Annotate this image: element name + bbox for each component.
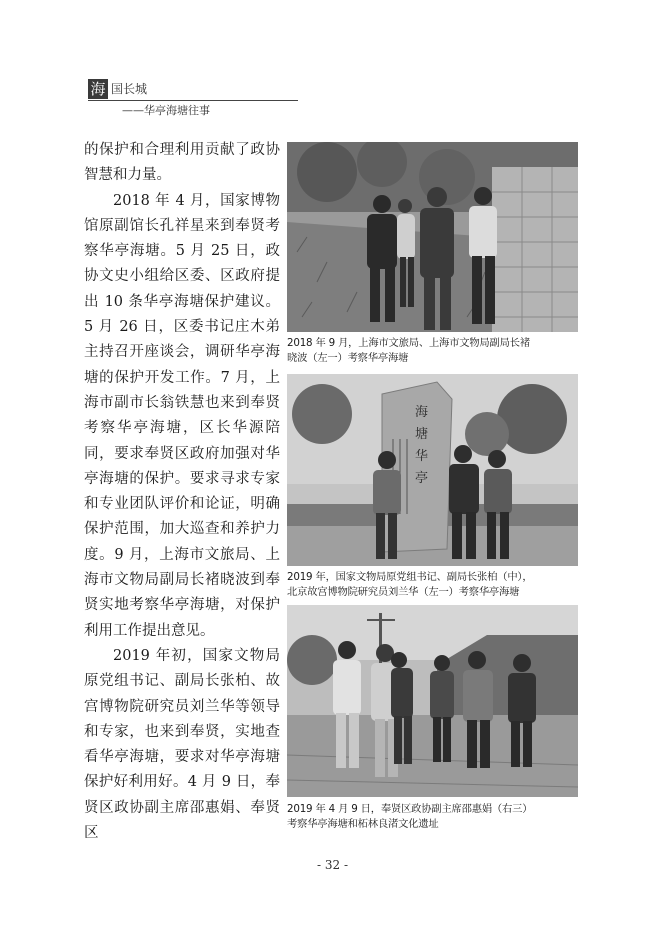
photo-2-caption: [287, 570, 583, 600]
body-text: [84, 138, 280, 846]
monument-char: 华: [415, 449, 429, 464]
header-subtitle: ——华亭海塘往事: [122, 104, 210, 117]
caption-line: 北京故宫博物院研究员刘兰华（左一）考察华亭海塘: [287, 586, 520, 598]
monument-char: 亭: [415, 471, 429, 486]
header-divider: [88, 100, 298, 101]
header-logo: 海: [88, 79, 108, 99]
caption-line: 考察华亭海塘和柘林良渚文化遗址: [287, 818, 439, 830]
photo-2: [287, 374, 578, 566]
monument-char: 海: [415, 405, 429, 420]
monument-char: 塘: [415, 427, 429, 442]
photo-1: [287, 142, 578, 332]
paragraph: 的保护和合理利用贡献了政协智慧和力量。: [84, 142, 280, 184]
header-title: 国长城: [111, 82, 148, 96]
page-number: - 32 -: [316, 858, 348, 872]
paragraph: 2019 年初，国家文物局原党组书记、副局长张柏、故宫博物院研究员刘兰华等领导和专家，也来到奉贤，实地查看华亭海塘，要求对华亭海塘保护好利用好。4 月 9 日，奉贤区政协副主席邵惠娟、奉贤区: [84, 647, 280, 842]
caption-line: 2018 年 9 月，上海市文旅局、上海市文物局副局长褚: [287, 337, 530, 349]
photo-3-caption: [287, 802, 583, 832]
paragraph: 2018 年 4 月，国家博物馆原副馆长孔祥星来到奉贤考察华亭海塘。5 月 25 日，政协文史小组给区委、区政府提出 10 条华亭海塘保护建议。5 月 26 日，区委书记庄木弟主持召开座谈会，调研华亭海塘的保护开发工作。7 月，上海市副市长翁铁慧也来到奉贤考察华亭海塘，区长华源陪同，要求奉贤区政府加强对华亭海塘的保护。要求寻求专家和专业团队评价和论证，明确保护范围，加大巡查和养护力度。9 月，上海市文旅局、上海市文物局副局长褚晓波到奉贤实地考察华亭海塘，对保护利用工作提出意见。: [84, 192, 280, 639]
caption-line: 晓波（左一）考察华亭海塘: [287, 352, 409, 364]
caption-line: 2019 年，国家文物局原党组书记、副局长张柏（中），: [287, 571, 533, 583]
caption-line: 2019 年 4 月 9 日，奉贤区政协副主席邵惠娟（右三）: [287, 803, 533, 815]
photo-3: [287, 605, 578, 797]
photo-1-caption: [287, 336, 583, 366]
